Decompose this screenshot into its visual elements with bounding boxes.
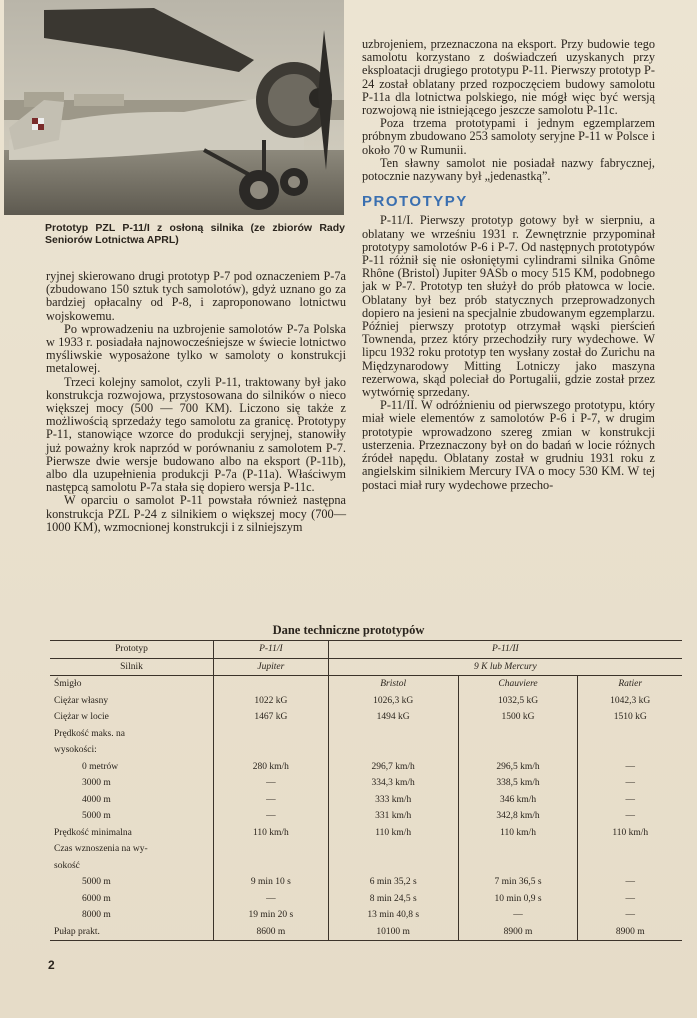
- right-column: [362, 38, 655, 492]
- table-cell: 1467 kG: [214, 709, 329, 726]
- table-cell: —: [578, 874, 682, 891]
- table-cell: 110 km/h: [578, 825, 682, 842]
- table-cell: Jupiter: [214, 658, 329, 676]
- right-paragraph-4: P-11/I. Pierwszy prototyp gotowy był w sierpniu, a oblatany we wrześniu 1931 r. Zewnętrznie przypominał prototypy samolotów P-6 i P-7. Od następnych prototypów P-11 różnił się nie osłoniętymi cylindrami silnika Gnôme Rhône (Bristol) Jupiter 9ASb o mocy 515 KM, podobnego jak w P-7. Prototyp ten służył do prób płatowca w locie. Oblatany był bez prób statycznych przeprowadzonych dopiero na jesieni na specjalnie zbudowanym egzemplarzu. Później pierwszy prototyp otrzymał wąski pierścień Townenda, przez który przechodziły rury wydechowe. W lipcu 1932 roku prototyp ten wysłany został do Zurichu na Międzynarodowy Mitting Lotniczy jako maszyna rezerwowa, skąd poleciał do Portugalii, gdzie został przez wytwórnię sprzedany.: [362, 213, 655, 400]
- table-cell: 1510 kG: [578, 709, 682, 726]
- section-heading: PROTOTYPY: [362, 193, 468, 211]
- table-cell: [214, 726, 329, 743]
- table-cell: —: [578, 759, 682, 776]
- table-cell: —: [214, 808, 329, 825]
- table-row: [50, 924, 682, 941]
- table-cell: 333 km/h: [328, 792, 458, 809]
- aircraft-photo: [4, 0, 344, 215]
- table-cell: 8600 m: [214, 924, 329, 941]
- table-cell: P-11/I: [214, 641, 329, 659]
- table-row: [50, 759, 682, 776]
- table-cell: 6 min 35,2 s: [328, 874, 458, 891]
- left-paragraph-3: Trzeci kolejny samolot, czyli P-11, traktowany był jako konstrukcja rozwojowa, przystosowana do silników o nieco większej mocy (500 — 700 KM). Liczono się także z możliwością sprzedaży tego samolotu za granicę. Prototypy P-11, stanowiące wzorce do produkcji seryjnej, stanowiły już poważny krok naprzód w porównaniu z samolotem P-7. Pierwsze dwie wersje budowano albo na eksport (P-11b), albo dla uzupełnienia produkcji P-7a (P-11a). Właściwym następcą samolotu P-7a stała się dopiero wersja P-11c.: [46, 374, 346, 495]
- table-cell: 338,5 km/h: [458, 775, 578, 792]
- table-cell: 8 min 24,5 s: [328, 891, 458, 908]
- table-cell: Prototyp: [115, 644, 148, 655]
- right-paragraph-1: uzbrojeniem, przeznaczona na eksport. Przy budowie tego samolotu korzystano z doświadczeń uzyskanych przy eksploatacji drugiego prototypu P-11. Pierwszy prototyp P-24 został oblatany przed rozpoczęciem budowy samolotu P-11a dla lotnictwa polskiego, nie mógł więc być wersją rozwojową nie istniejącego jeszcze samolotu P-11c.: [362, 37, 655, 118]
- table-row: [50, 907, 682, 924]
- table-cell: Prędkość minimalna: [54, 827, 132, 838]
- table-cell: 19 min 20 s: [214, 907, 329, 924]
- table-cell: 10100 m: [328, 924, 458, 941]
- table-row: [50, 641, 682, 659]
- table-cell: [214, 676, 329, 693]
- table-row: [50, 775, 682, 792]
- table-cell: [458, 742, 578, 759]
- table-cell: [578, 841, 682, 858]
- table-row: [50, 726, 682, 743]
- photo-caption: Prototyp PZL P-11/I z osłoną silnika (ze zbiorów Rady Seniorów Lotnictwa APRL): [45, 222, 345, 246]
- table-cell: —: [214, 775, 329, 792]
- table-cell: [578, 726, 682, 743]
- table-cell: [328, 841, 458, 858]
- table-body: [50, 693, 682, 941]
- table-cell: 10 min 0,9 s: [458, 891, 578, 908]
- table-cell: [328, 742, 458, 759]
- table-cell: —: [578, 775, 682, 792]
- table-cell: 331 km/h: [328, 808, 458, 825]
- table-row: [50, 825, 682, 842]
- table-cell: [458, 841, 578, 858]
- table-cell: —: [578, 891, 682, 908]
- table-cell: Śmigło: [54, 679, 82, 690]
- right-paragraph-2: Poza trzema prototypami i jednym egzemplarzem próbnym zbudowano 253 samoloty seryjne P-11 w Polsce i około 70 w Rumunii.: [362, 116, 655, 157]
- left-paragraph-2: Po wprowadzeniu na uzbrojenie samolotów P-7a Polska w 1933 r. posiadała najnowocześniejsze w świecie lotnictwo myśliwskie wyposażone tylko w samoloty o konstrukcji metalowej.: [46, 321, 346, 376]
- table-cell: Chauviere: [458, 676, 578, 693]
- table-cell: [214, 858, 329, 875]
- table-cell: 5000 m: [82, 811, 111, 822]
- table-cell: 1032,5 kG: [458, 693, 578, 710]
- table-row: [50, 676, 682, 693]
- table-cell: Silnik: [120, 661, 143, 672]
- table-cell: 4000 m: [82, 794, 111, 805]
- table-cell: 1494 kG: [328, 709, 458, 726]
- table-cell: Bristol: [328, 676, 458, 693]
- table-cell: Ratier: [578, 676, 682, 693]
- table-cell: 296,7 km/h: [328, 759, 458, 776]
- table-cell: —: [578, 808, 682, 825]
- table-cell: [578, 742, 682, 759]
- table-cell: [214, 841, 329, 858]
- aircraft-photo-icon: [4, 0, 344, 215]
- table-cell: Prędkość maks. na: [54, 728, 125, 739]
- table-cell: [328, 858, 458, 875]
- table-cell: 1500 kG: [458, 709, 578, 726]
- table-cell: 0 metrów: [82, 761, 119, 772]
- table-cell: [458, 726, 578, 743]
- table-cell: 1022 kG: [214, 693, 329, 710]
- table-cell: wysokości:: [54, 745, 97, 756]
- table-cell: 8000 m: [82, 910, 111, 921]
- table-cell: [578, 858, 682, 875]
- table-cell: —: [578, 792, 682, 809]
- table-row: [50, 841, 682, 858]
- table-cell: 9 min 10 s: [214, 874, 329, 891]
- table-cell: 6000 m: [82, 893, 111, 904]
- table-row: [50, 709, 682, 726]
- left-column: [46, 270, 346, 534]
- table-row: [50, 742, 682, 759]
- table-cell: [328, 726, 458, 743]
- table-cell: 334,3 km/h: [328, 775, 458, 792]
- right-paragraph-3: Ten sławny samolot nie posiadał nazwy fabrycznej, potocznie nazywany był „jedenastką”.: [362, 155, 655, 184]
- table-cell: sokość: [54, 860, 80, 871]
- table-cell: 3000 m: [82, 778, 111, 789]
- table-cell: Pułap prakt.: [54, 926, 100, 937]
- table-cell: 1026,3 kG: [328, 693, 458, 710]
- table-title: Dane techniczne prototypów: [272, 623, 425, 637]
- table-cell: 5000 m: [82, 877, 111, 888]
- table-cell: [458, 858, 578, 875]
- table-row: [50, 874, 682, 891]
- table-row: [50, 693, 682, 710]
- table-cell: Ciężar własny: [54, 695, 109, 706]
- right-paragraph-5: P-11/II. W odróżnieniu od pierwszego prototypu, który miał wiele elementów z samolotów P-6 i P-7, w drugim prototypie wprowadzono szereg zmian w konstrukcji usterzenia. Przeznaczony był on do badań w locie różnych źródeł napędu. Oblatany został w grudniu 1931 roku z angielskim silnikiem Mercury IVA o mocy 530 KM. W tej postaci miał rury wydechowe przecho-: [362, 398, 655, 492]
- table-cell: 8900 m: [458, 924, 578, 941]
- table-cell: 9 K lub Mercury: [328, 658, 682, 676]
- table-cell: P-11/II: [328, 641, 682, 659]
- table-cell: 280 km/h: [214, 759, 329, 776]
- table-cell: —: [214, 792, 329, 809]
- table-cell: Czas wznoszenia na wy-: [54, 844, 148, 855]
- table-cell: 13 min 40,8 s: [328, 907, 458, 924]
- table-cell: 1042,3 kG: [578, 693, 682, 710]
- table-cell: 110 km/h: [328, 825, 458, 842]
- page-number: 2: [48, 958, 55, 972]
- table-cell: 342,8 km/h: [458, 808, 578, 825]
- table-row: [50, 891, 682, 908]
- table-cell: —: [578, 907, 682, 924]
- table-cell: 8900 m: [578, 924, 682, 941]
- table-cell: 296,5 km/h: [458, 759, 578, 776]
- table-row: [50, 792, 682, 809]
- left-paragraph-4: W oparciu o samolot P-11 powstała również następna konstrukcja PZL P-24 z silnikiem o większej mocy (700—1000 KM), wzmocnionej konstrukcji i z silniejszym: [46, 493, 346, 534]
- table-cell: 346 km/h: [458, 792, 578, 809]
- table-row: [50, 808, 682, 825]
- table-row: [50, 658, 682, 676]
- table-row: [50, 858, 682, 875]
- table-cell: 110 km/h: [458, 825, 578, 842]
- tech-data-table: [50, 640, 682, 941]
- table-cell: —: [458, 907, 578, 924]
- table-cell: 7 min 36,5 s: [458, 874, 578, 891]
- table-cell: [214, 742, 329, 759]
- left-paragraph-1: ryjnej skierowano drugi prototyp P-7 pod oznaczeniem P-7a (zbudowano 150 sztuk tych samolotów), gdyż uznano go za bardziej opłacalny od P-8, i zaproponowano lotnictwu wojskowemu.: [46, 269, 346, 323]
- table-cell: 110 km/h: [214, 825, 329, 842]
- table-cell: Ciężar w locie: [54, 712, 109, 723]
- table-cell: —: [214, 891, 329, 908]
